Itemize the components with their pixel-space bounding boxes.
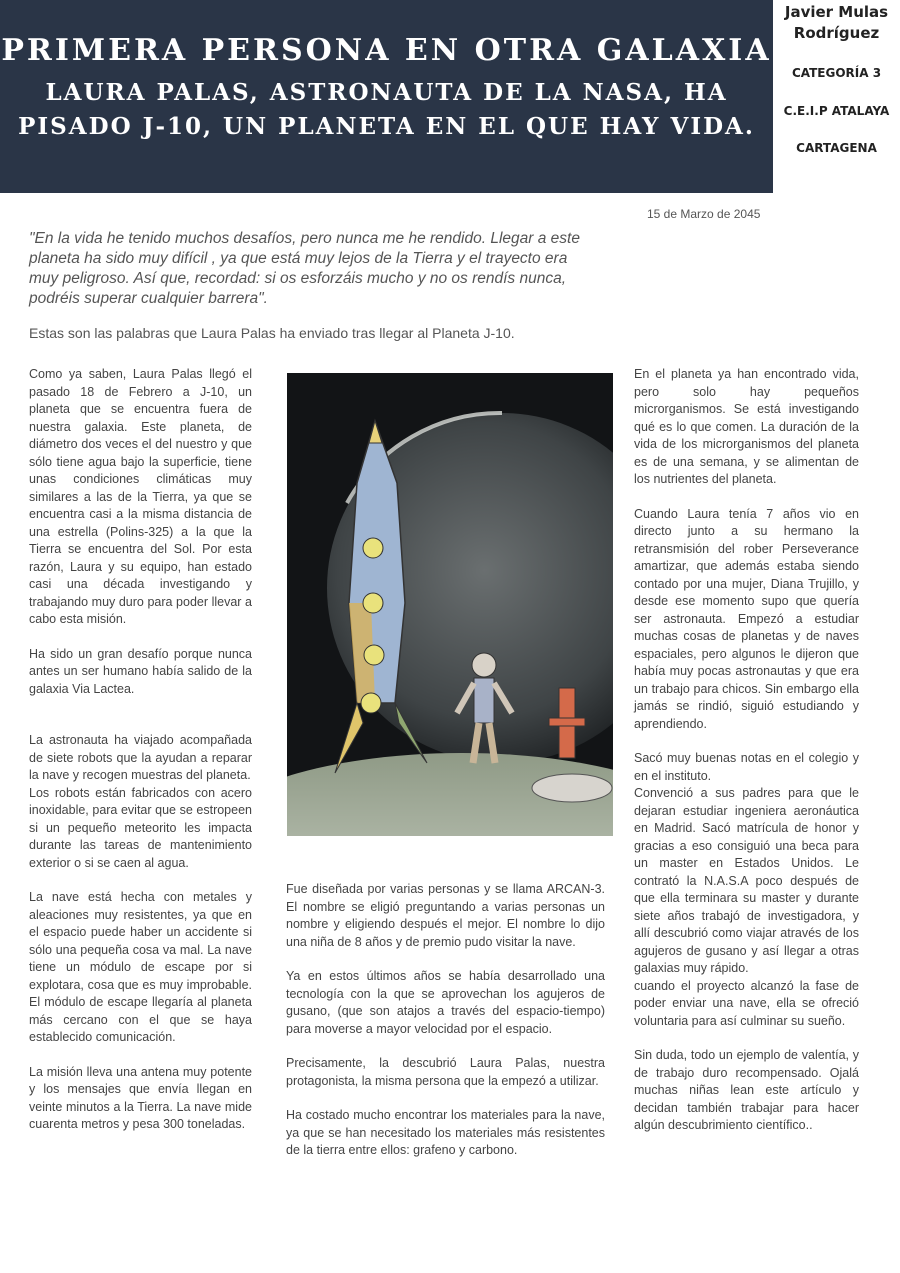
paragraph: Ya en estos últimos años se había desarrollado una tecnología con la que se aprovechan los agujeros de gusano, (que son atajos a través del espacio-tiempo) para moverse a mayor velocidad por el espacio. [286, 969, 605, 1036]
paragraph: Ha costado mucho encontrar los materiales para la nave, ya que se han necesitado los materiales más resistentes de la tierra entre ellos: grafeno y carbono. [286, 1108, 605, 1157]
author-first-name: Javier Mulas [784, 3, 889, 21]
paragraph: cuando el proyecto alcanzó la fase de poder enviar una nave, ella se ofreció voluntaria para así culminar su sueño. [634, 978, 859, 1028]
paragraph: Sin duda, todo un ejemplo de valentía, y de trabajo duro recompensado. Ojalá muchas niñas lean este artículo y decidan también trabajar para hacer algún descubrimiento científico.. [634, 1048, 859, 1132]
paragraph: Los robots están fabricados con acero inoxidable, para evitar que se estropeen si un pequeño meteorito les impacta durante las tareas de mantenimiento exterior o si se caen al agua. [29, 785, 252, 870]
author-name [773, 2, 900, 44]
rocket-illustration [287, 373, 613, 836]
headline: PRIMERA PERSONA EN OTRA GALAXIA [1, 33, 772, 68]
category-label: CATEGORÍA 3 [791, 66, 882, 80]
paragraph: Precisamente, la descubrió Laura Palas, nuestra protagonista, la misma persona que la empezó a utilizar. [286, 1056, 605, 1088]
subheadline [0, 76, 773, 144]
article-column-3 [634, 366, 859, 1152]
paragraph: La astronauta ha viajado acompañada de siete robots que la ayudan a reparar la nave y recogen muestras del planeta. [29, 733, 252, 782]
lead-sentence: Estas son las palabras que Laura Palas ha enviado tras llegar al Planeta J-10. [29, 325, 515, 341]
paragraph: Ha sido un gran desafío porque nunca antes un ser humano había salido de la galaxia Via Lactea. [29, 646, 252, 696]
article-column-2 [286, 881, 605, 1177]
city-label: CARTAGENA [796, 141, 877, 155]
paragraph: En el planeta ya han encontrado vida, pero solo hay pequeños microrganismos. Se está investigando qué es lo que comen. La duración de la vida de los microrganismos del planeta es de una semana, y se alimentan de los nutrientes del planeta. [634, 367, 859, 486]
paragraph: Sacó muy buenas notas en el colegio y en el instituto. [634, 751, 859, 783]
author-last-name: Rodríguez [793, 24, 880, 42]
pull-quote: "En la vida he tenido muchos desafíos, pero nunca me he rendido. Llegar a este planeta ha sido muy difícil , ya que está muy lejos de la Tierra y el trayecto era muy peligroso. Así que, recordad: si os esforzáis mucho y no os rendís nunca, podréis superar cualquier barrera". [29, 230, 580, 307]
paragraph: Convenció a sus padres para que le dejaran estudiar ingeniera aeronáutica en Madrid. Sacó matrícula de honor y gracias a eso consiguió una beca para un master en Estados Unidos. Le contrató la N.A.S.A poco después de que ella terminara su master y durante siete años trabajó de investigadora, y allí descubrió como viajar através de los agujeros de gusano y así llegar a otras galaxias muy rápido. [634, 786, 859, 975]
paragraph: Cuando Laura tenía 7 años vio en directo junto a su hermano la retransmisión del rober Perseverance amartizar, que además estaba siendo contado por una mujer, Diana Trujillo, y desde ese momento supo que quería ser astronauta. Empezó a estudiar muchas cosas de planetas y de naves espaciales, pero algunos le dijeron que había muy pocas astronautas y que era un trabajo para chicos. Sin embargo ella jamás se rindió, siguió estudiando y aprendiendo. [634, 506, 859, 731]
article-column-1 [29, 366, 252, 1151]
paragraph: Fue diseñada por varias personas y se llama ARCAN-3. El nombre se eligió preguntando a varias personas un nombre y eligiendo después el mejor. El nombre lo dijo una niña de 8 años y de premio pudo visitar la nave. [286, 882, 605, 949]
school-label: C.E.I.P ATALAYA [783, 104, 890, 118]
subheadline-line-1: LAURA PALAS, ASTRONAUTA DE LA NASA, HA [45, 79, 728, 106]
subheadline-line-2: PISADO J-10, UN PLANETA EN EL QUE HAY VIDA. [18, 113, 755, 140]
paragraph: La nave está hecha con metales y aleaciones muy resistentes, ya que en el espacio puede haber un accidente si sólo una pequeña cosa va mal. La nave tiene un módulo de escape por si explotara, cosa que es muy improbable. El módulo de escape llegaría al planeta más cercano con el que se haya establecido comunicación. [29, 890, 252, 1044]
paragraph: Como ya saben, Laura Palas llegó el pasado 18 de Febrero a J-10, un planeta que se encuentra fuera de nuestra galaxia. Este planeta, de diámetro dos veces el del nuestro y que sólo tiene agua bajo la superficie, tiene unas condiciones climáticas muy similares a las de la Tierra, ya que se encuentra casi a la misma distancia de una estrella (Polins-325) a la que la Tierra se encuentra del Sol. Por esta razón, Laura y su equipo, han estado casi una década investigando y trabajando muy duro para poder llevar a cabo esta misión. [29, 367, 252, 626]
paragraph: La misión lleva una antena muy potente y los mensajes que envía llegan en veinte minutos a la Tierra. La nave mide cuarenta metros y pesa 300 toneladas. [29, 1064, 252, 1131]
publication-date: 15 de Marzo de 2045 [647, 207, 761, 221]
header-banner [0, 0, 773, 193]
